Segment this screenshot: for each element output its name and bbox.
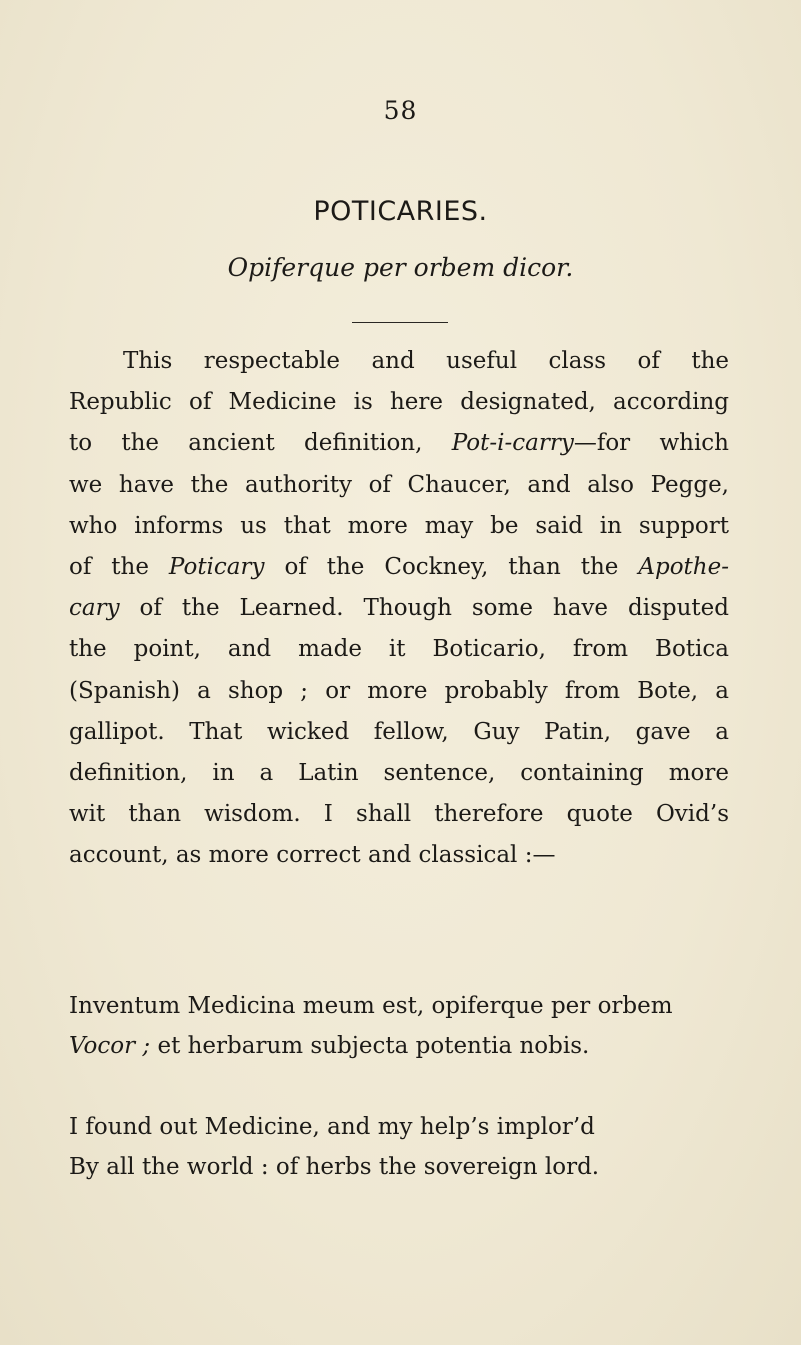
verse-line: I found out Medicine, and my help’s implor’d — [69, 1114, 595, 1140]
latin-motto: Opiferque per orbem dicor. — [227, 253, 574, 282]
paragraph-line: definition, in a Latin sentence, containing more — [69, 760, 729, 787]
paragraph-line: Republic of Medicine is here designated, according — [69, 389, 729, 416]
divider-rule — [352, 322, 448, 323]
verse-line: By all the world : of herbs the sovereign lord. — [69, 1154, 600, 1180]
verse-line: Inventum Medicina meum est, opiferque per orbem — [69, 993, 673, 1019]
section-heading: POTICARIES. — [313, 196, 488, 227]
paragraph-line: we have the authority of Chaucer, and also Pegge, — [69, 471, 729, 498]
verse-line: Vocor ; et herbarum subjecta potentia nobis. — [69, 1033, 590, 1059]
paragraph-line: of the Poticary of the Cockney, than the Apothe- — [69, 554, 729, 581]
paragraph-line: wit than wisdom. I shall therefore quote Ovid’s — [69, 801, 729, 828]
latin-verse — [69, 986, 749, 1066]
body-paragraph — [69, 341, 729, 877]
paragraph-line: who informs us that more may be said in support — [69, 512, 729, 539]
paragraph-line: (Spanish) a shop ; or more probably from Bote, a — [69, 677, 729, 704]
paragraph-line: to the ancient definition, Pot-i-carry—for which — [69, 430, 729, 457]
page-number: 58 — [383, 96, 418, 125]
paragraph-line: cary of the Learned. Though some have disputed — [69, 595, 729, 622]
paragraph-line: This respectable and useful class of the — [123, 348, 729, 374]
english-verse — [69, 1107, 749, 1187]
paragraph-line: gallipot. That wicked fellow, Guy Patin, gave a — [69, 718, 729, 745]
paragraph-line: the point, and made it Boticario, from Botica — [69, 636, 729, 663]
paragraph-line: account, as more correct and classical :— — [69, 842, 556, 869]
